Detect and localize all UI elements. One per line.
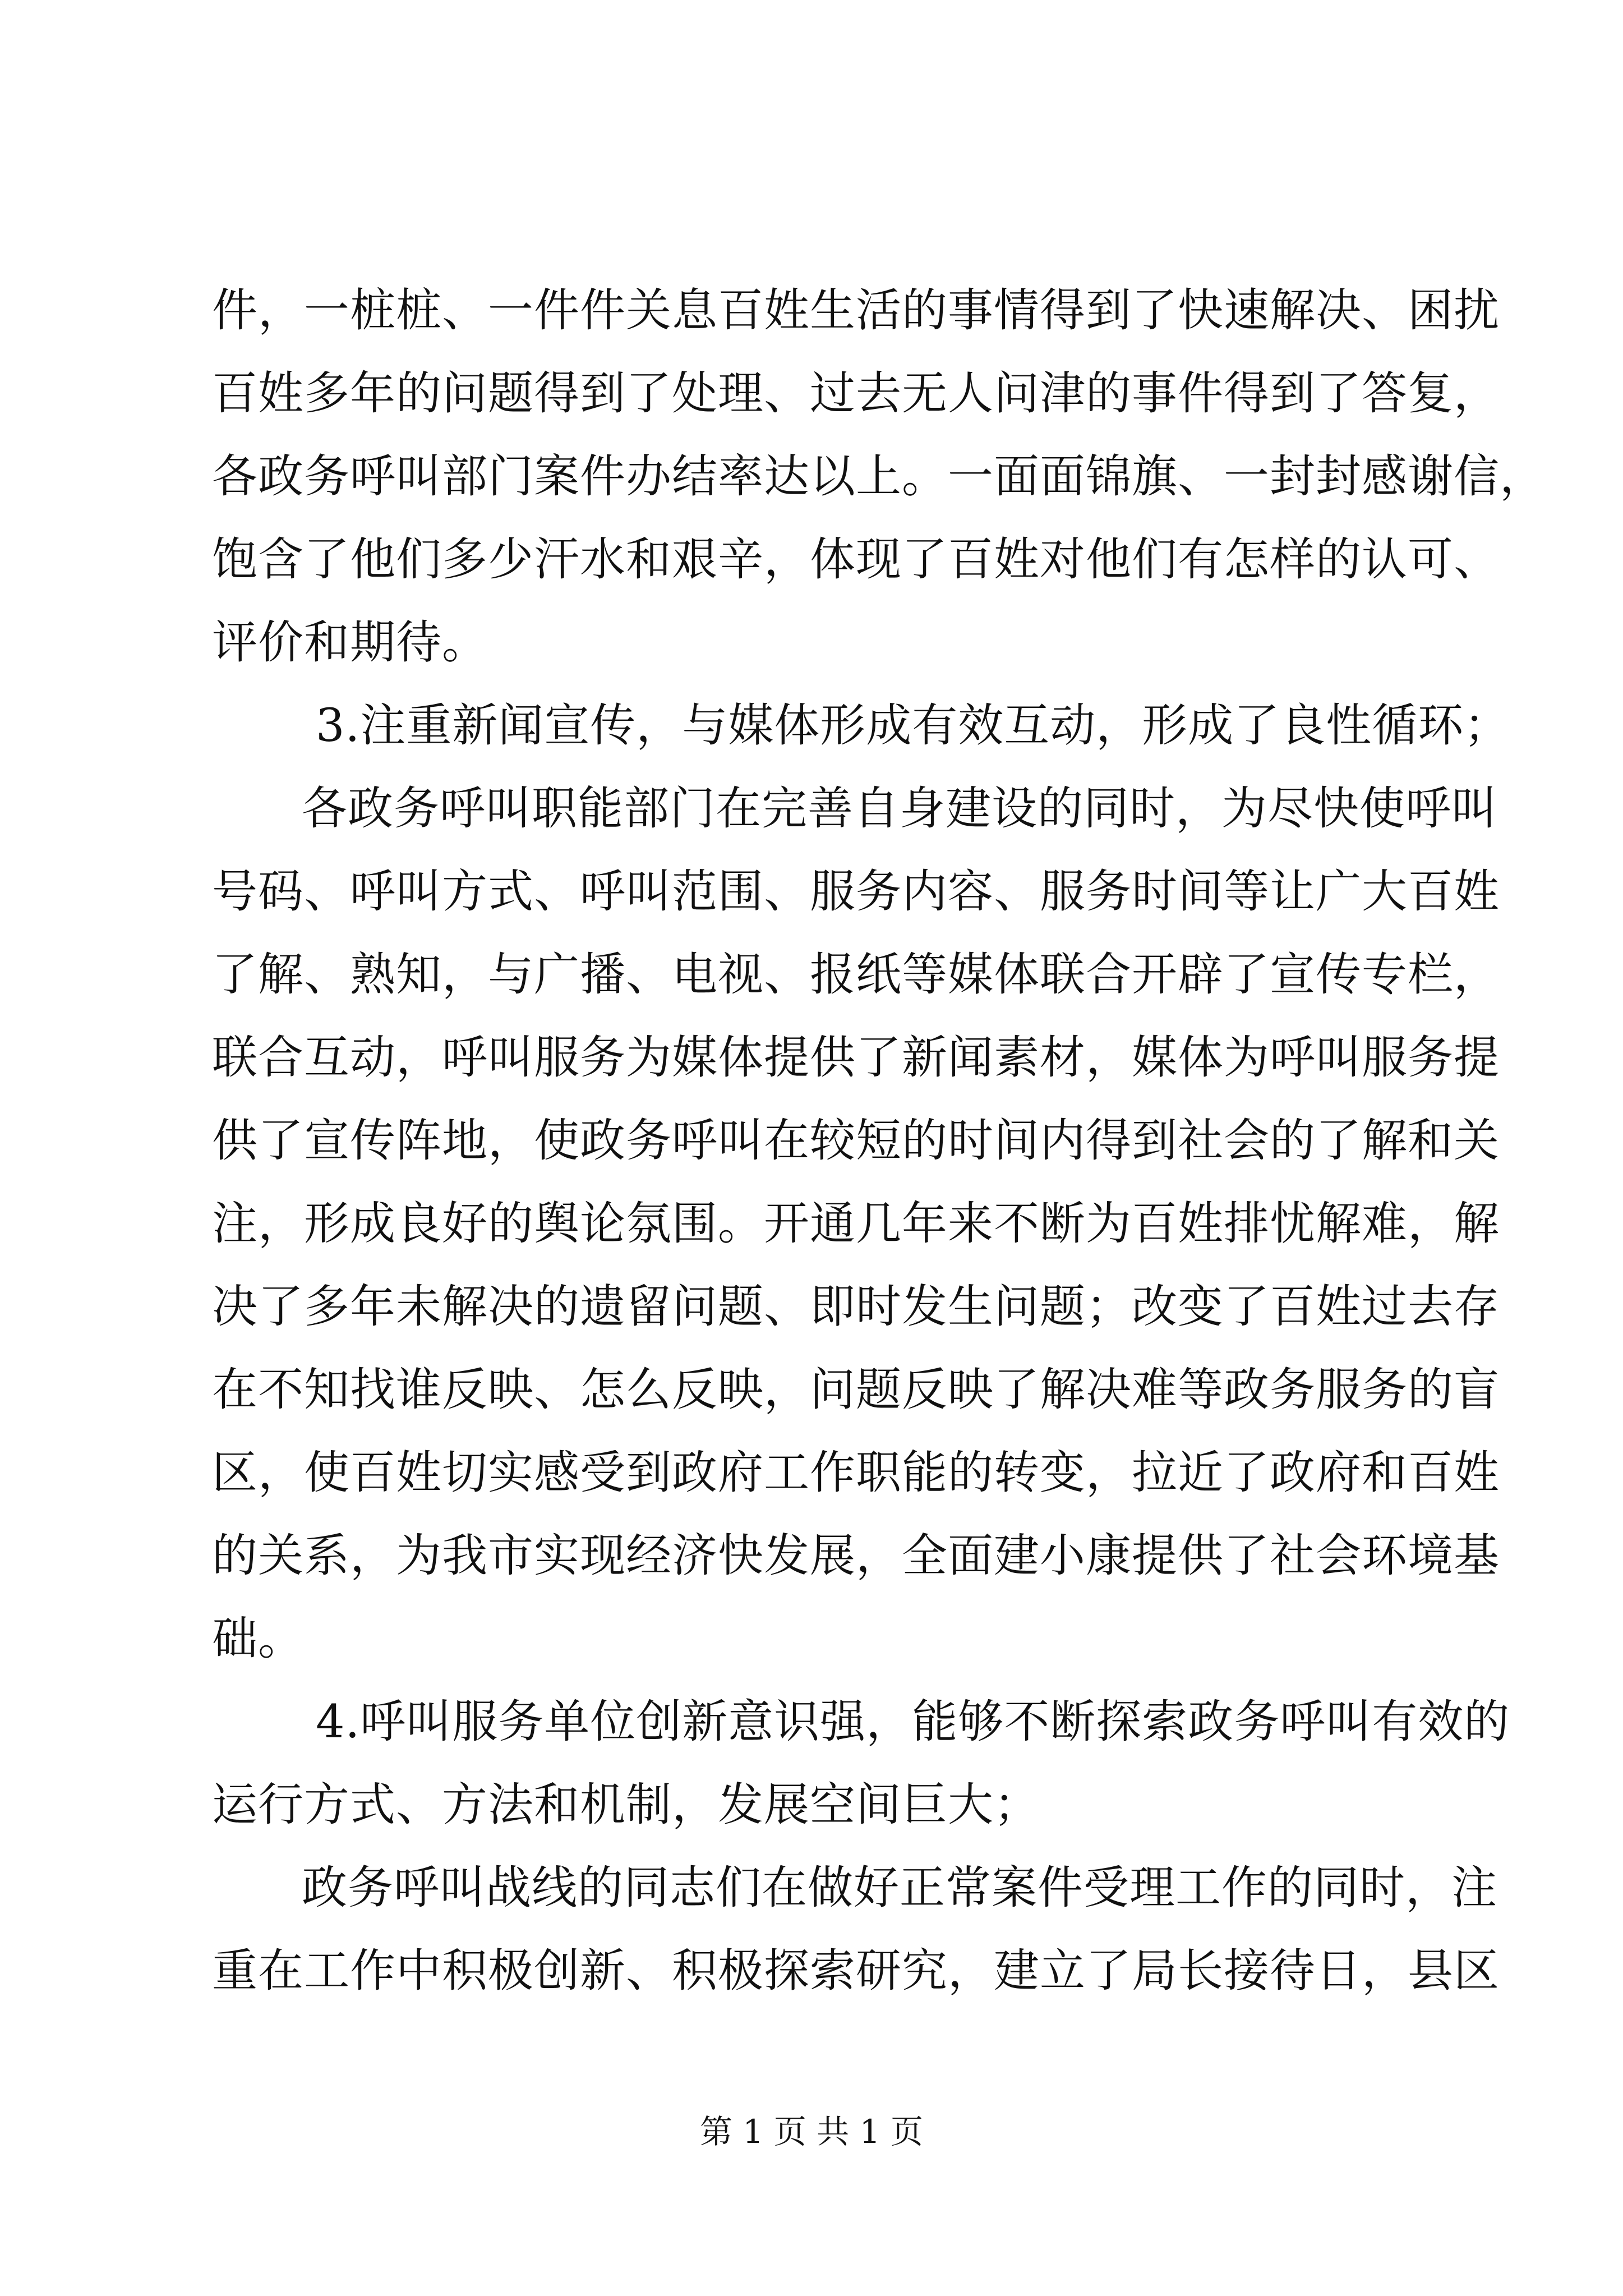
- text-line: 号码、呼叫方式、呼叫范围、服务内容、服务时间等让广大百姓: [212, 866, 1500, 918]
- text-line: 在不知找谁反映、怎么反映，问题反映了解决难等政务服务的盲: [212, 1364, 1500, 1416]
- text-line: 件，一桩桩、一件件关息百姓生活的事情得到了快速解决、困扰: [212, 284, 1500, 337]
- text-line: 评价和期待。: [212, 616, 488, 669]
- paragraph-first-line: 各政务呼叫职能部门在完善自身建设的同时，为尽快使呼叫: [302, 783, 1498, 835]
- text-line: 饱含了他们多少汗水和艰辛，体现了百姓对他们有怎样的认可、: [212, 533, 1500, 586]
- text-line: 联合互动，呼叫服务为媒体提供了新闻素材，媒体为呼叫服务提: [212, 1032, 1500, 1084]
- paragraph-first-line: 政务呼叫战线的同志们在做好正常案件受理工作的同时，注: [302, 1862, 1498, 1915]
- text-line: 百姓多年的问题得到了处理、过去无人问津的事件得到了答复，: [212, 367, 1500, 420]
- text-line: 重在工作中积极创新、积极探索研究，建立了局长接待日，县区: [212, 1945, 1500, 1998]
- text-line: 决了多年未解决的遗留问题、即时发生问题；改变了百姓过去存: [212, 1281, 1500, 1333]
- text-line: 供了宣传阵地，使政务呼叫在较短的时间内得到社会的了解和关: [212, 1115, 1500, 1167]
- page-footer: 第 1 页 共 1 页: [700, 2113, 923, 2151]
- document-body: [212, 269, 1546, 2013]
- text-line: 础。: [212, 1613, 305, 1665]
- text-line: 注，形成良好的舆论氛围。开通几年来不断为百姓排忧解难，解: [212, 1198, 1500, 1250]
- text-line: 的关系，为我市实现经济快发展，全面建小康提供了社会环境基: [212, 1530, 1500, 1582]
- text-line: 运行方式、方法和机制，发展空间巨大；: [212, 1779, 1040, 1832]
- text-line: 了解、熟知，与广播、电视、报纸等媒体联合开辟了宣传专栏，: [212, 949, 1500, 1001]
- text-line: 区，使百姓切实感受到政府工作职能的转变，拉近了政府和百姓: [212, 1447, 1500, 1499]
- section-heading: 4.呼叫服务单位创新意识强，能够不断探索政务呼叫有效的: [316, 1696, 1510, 1749]
- section-heading: 3.注重新闻宣传，与媒体形成有效互动，形成了良性循环；: [316, 700, 1510, 752]
- text-line: 各政务呼叫部门案件办结率达以上。一面面锦旗、一封封感谢信，: [212, 450, 1546, 503]
